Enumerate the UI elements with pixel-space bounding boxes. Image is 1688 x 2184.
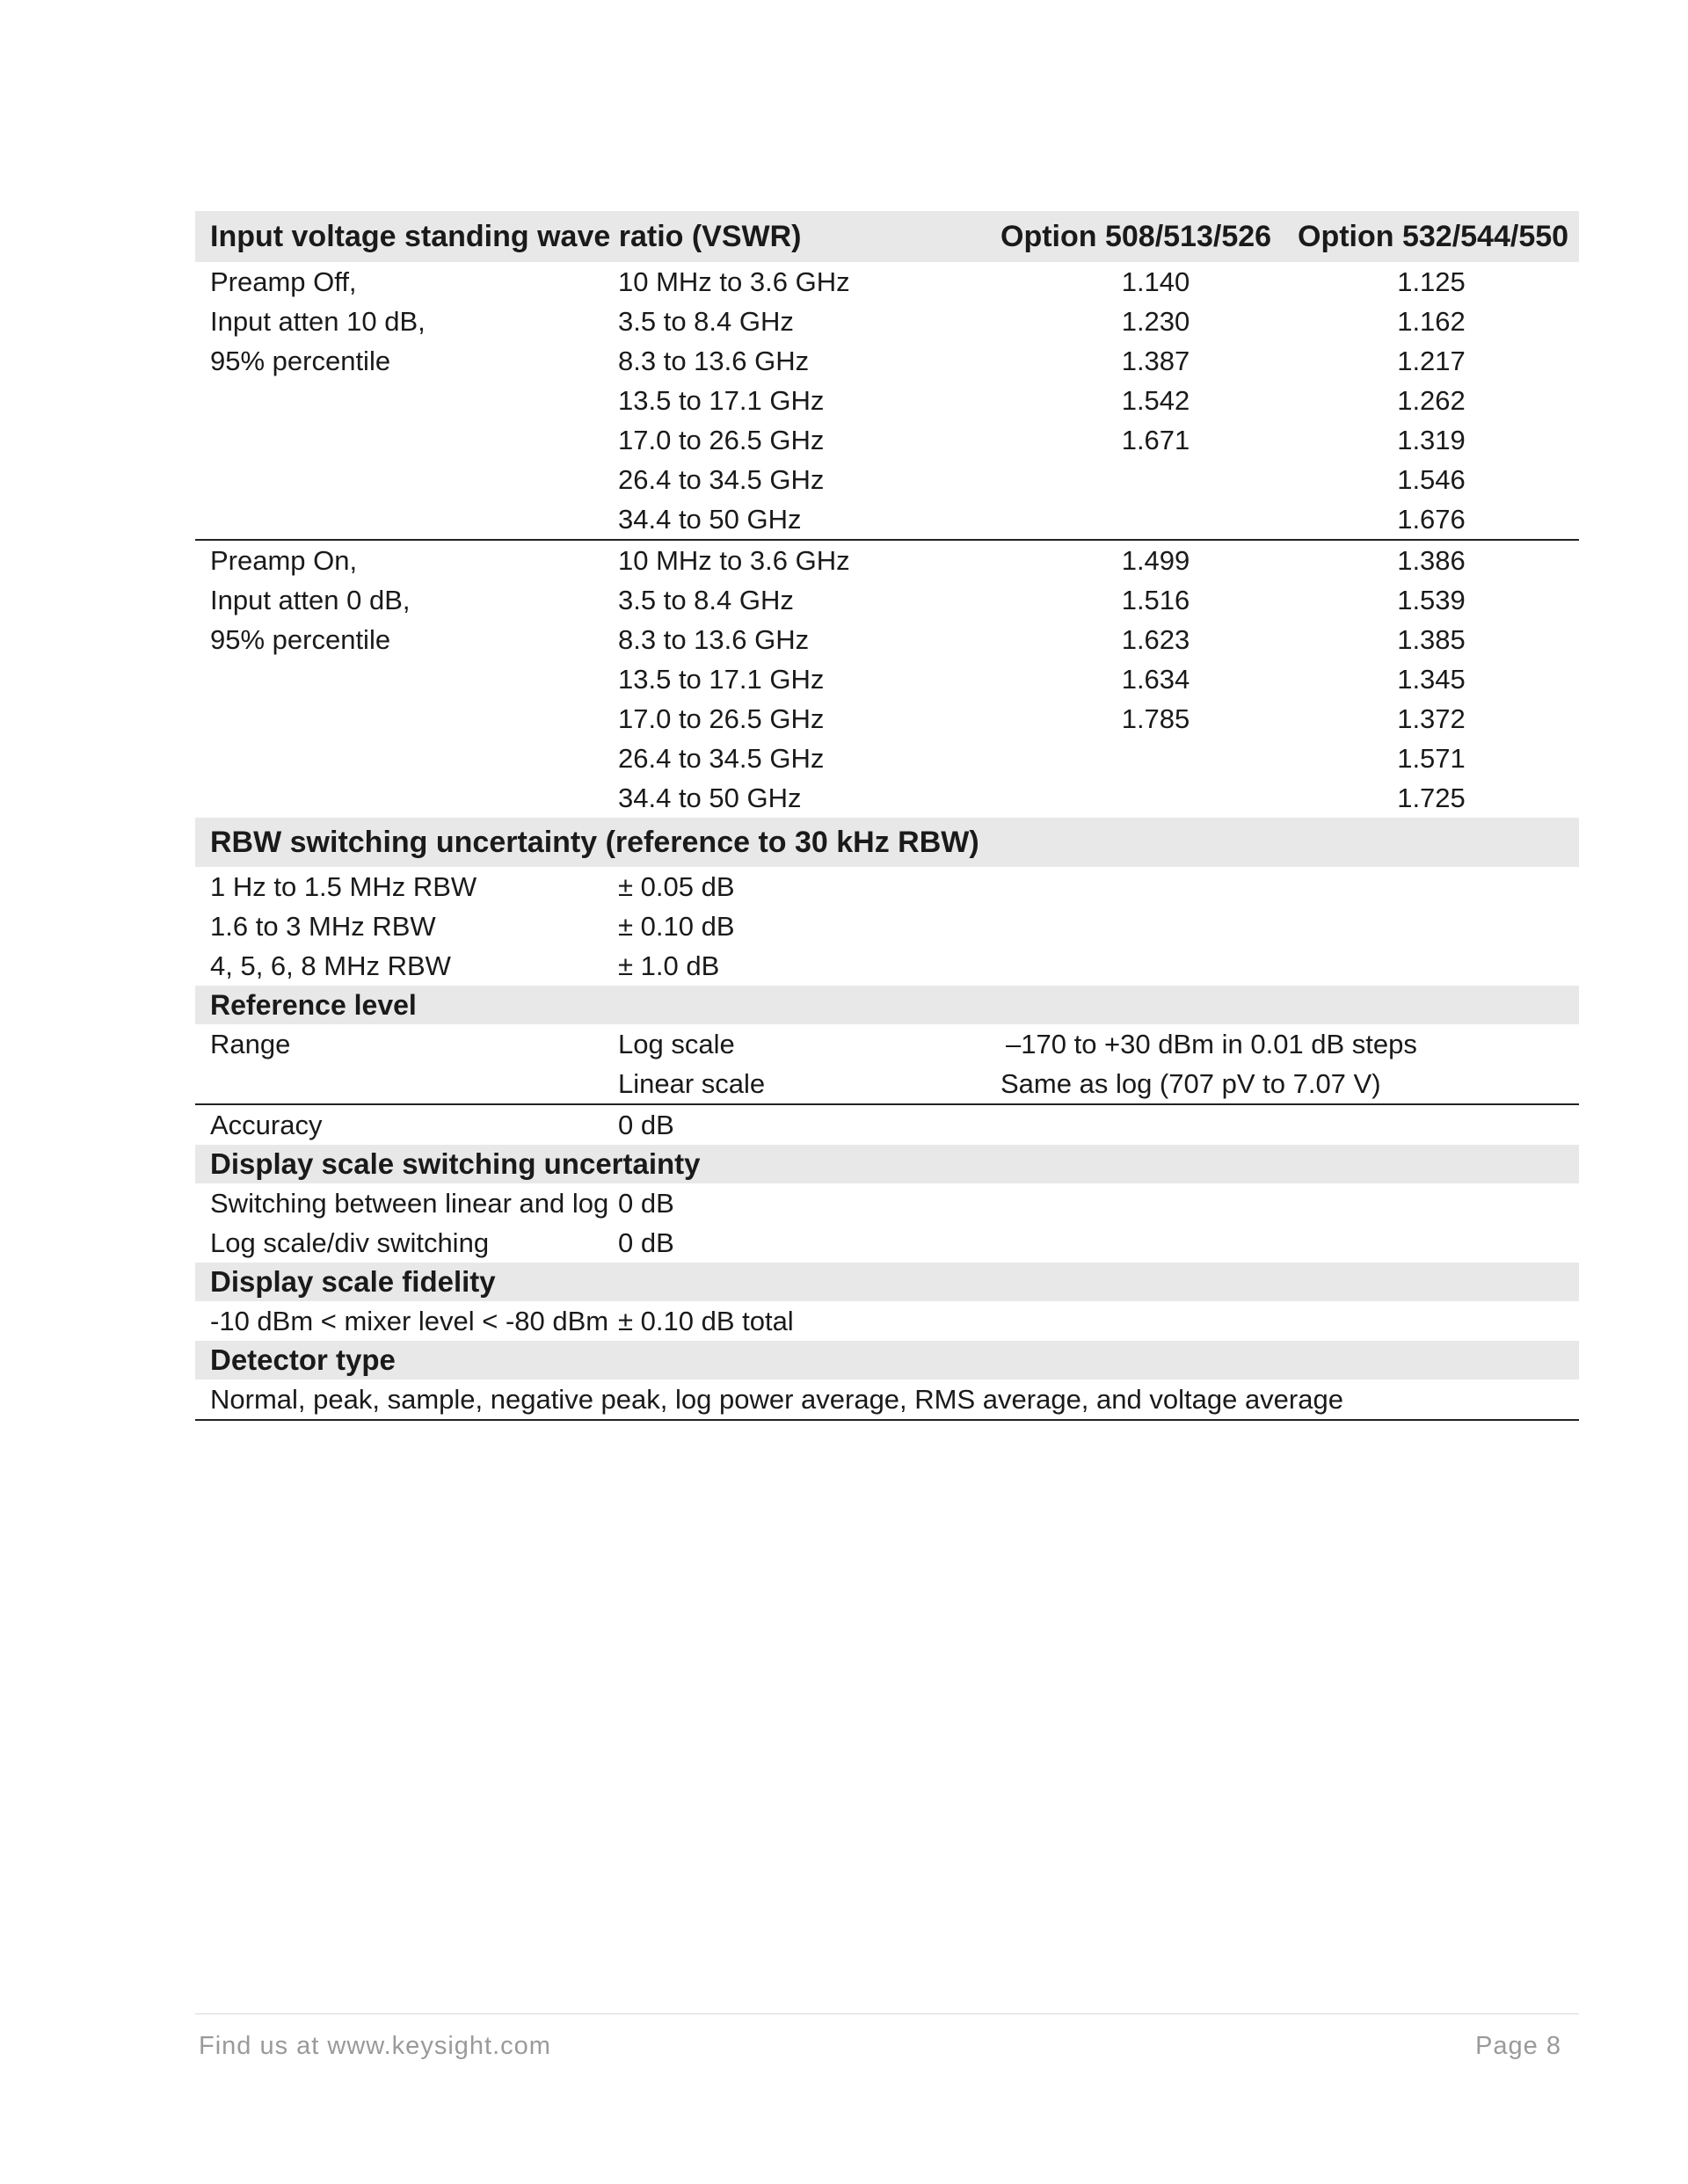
table-row — [195, 906, 1579, 946]
frequency-range: 3.5 to 8.4 GHz — [618, 306, 794, 337]
page-number: Page 8 — [1475, 2032, 1561, 2060]
vswr-value-a: 1.499 — [1121, 545, 1190, 576]
display-fidelity-value: ± 0.10 dB total — [618, 1306, 794, 1336]
condition-label: 95% percentile — [210, 346, 391, 376]
vswr-value-b: 1.385 — [1397, 624, 1466, 655]
frequency-range: 17.0 to 26.5 GHz — [618, 703, 825, 734]
frequency-range: 13.5 to 17.1 GHz — [618, 664, 825, 695]
vswr-value-b: 1.386 — [1397, 545, 1466, 576]
vswr-value-a: 1.671 — [1121, 425, 1190, 455]
table-row — [195, 1024, 1579, 1064]
frequency-range: 26.4 to 34.5 GHz — [618, 743, 825, 774]
vswr-value-a: 1.634 — [1121, 664, 1190, 695]
detector-type-title: Detector type — [210, 1343, 396, 1376]
frequency-range: 26.4 to 34.5 GHz — [618, 464, 825, 495]
vswr-value-b: 1.262 — [1397, 385, 1466, 416]
rbw-label: 1 Hz to 1.5 MHz RBW — [210, 871, 477, 902]
table-row — [195, 867, 1579, 906]
frequency-range: 13.5 to 17.1 GHz — [618, 385, 825, 416]
condition-label: Input atten 0 dB, — [210, 585, 411, 615]
condition-label: Input atten 10 dB, — [210, 306, 426, 337]
display-switch-header — [195, 1145, 1579, 1183]
linear-scale-label: Linear scale — [618, 1068, 766, 1099]
table-row — [195, 541, 1579, 580]
frequency-range: 10 MHz to 3.6 GHz — [618, 266, 850, 297]
display-fidelity-label: -10 dBm < mixer level < -80 dBm — [210, 1306, 609, 1336]
footer-website[interactable]: Find us at www.keysight.com — [199, 2032, 551, 2060]
table-row — [195, 1064, 1579, 1103]
vswr-group-preamp-on — [195, 541, 1579, 818]
table-row — [195, 420, 1579, 460]
reference-level-range — [195, 1024, 1579, 1105]
vswr-col-b-header: Option 532/544/550 — [1298, 220, 1569, 253]
vswr-value-b: 1.372 — [1397, 703, 1466, 734]
accuracy-value: 0 dB — [618, 1110, 674, 1140]
frequency-range: 10 MHz to 3.6 GHz — [618, 545, 850, 576]
linear-scale-value: Same as log (707 pV to 7.07 V) — [1000, 1068, 1381, 1099]
table-row — [195, 262, 1579, 302]
table-row — [195, 620, 1579, 659]
table-row — [195, 499, 1579, 539]
vswr-col-a-header: Option 508/513/526 — [1000, 220, 1272, 253]
reference-level-title: Reference level — [210, 989, 417, 1021]
display-switch-value: 0 dB — [618, 1188, 674, 1219]
frequency-range: 8.3 to 13.6 GHz — [618, 624, 810, 655]
table-row — [195, 1105, 1579, 1145]
vswr-value-a: 1.230 — [1121, 306, 1190, 337]
display-fidelity-header — [195, 1263, 1579, 1301]
frequency-range: 3.5 to 8.4 GHz — [618, 585, 794, 615]
vswr-value-a: 1.623 — [1121, 624, 1190, 655]
rbw-value: ± 1.0 dB — [618, 950, 720, 981]
vswr-value-b: 1.217 — [1397, 346, 1466, 376]
vswr-value-b: 1.725 — [1397, 783, 1466, 813]
table-row — [195, 580, 1579, 620]
page-footer — [195, 2013, 1579, 2060]
table-row — [195, 1183, 1579, 1223]
condition-label: Preamp Off, — [210, 266, 357, 297]
vswr-header — [195, 211, 1579, 262]
rbw-title: RBW switching uncertainty (reference to 30 kHz RBW) — [210, 826, 979, 859]
table-row — [195, 699, 1579, 739]
vswr-value-a: 1.516 — [1121, 585, 1190, 615]
vswr-value-b: 1.539 — [1397, 585, 1466, 615]
rbw-value: ± 0.10 dB — [618, 911, 735, 942]
rbw-label: 4, 5, 6, 8 MHz RBW — [210, 950, 451, 981]
vswr-value-b: 1.125 — [1397, 266, 1466, 297]
detector-type-text: Normal, peak, sample, negative peak, log power average, RMS average, and voltage average — [210, 1384, 1343, 1415]
rbw-label: 1.6 to 3 MHz RBW — [210, 911, 436, 942]
vswr-value-b: 1.162 — [1397, 306, 1466, 337]
display-switch-label: Switching between linear and log — [210, 1188, 609, 1219]
vswr-title: Input voltage standing wave ratio (VSWR) — [210, 220, 802, 253]
reference-level-header — [195, 986, 1579, 1024]
log-scale-value: –170 to +30 dBm in 0.01 dB steps — [1006, 1029, 1417, 1059]
frequency-range: 8.3 to 13.6 GHz — [618, 346, 810, 376]
table-row — [195, 659, 1579, 699]
detector-type-header — [195, 1341, 1579, 1380]
spec-table — [195, 211, 1579, 1421]
vswr-value-b: 1.571 — [1397, 743, 1466, 774]
rbw-header — [195, 818, 1579, 867]
display-switch-value: 0 dB — [618, 1227, 674, 1258]
display-switch-label: Log scale/div switching — [210, 1227, 490, 1258]
table-row — [195, 778, 1579, 818]
vswr-value-a: 1.785 — [1121, 703, 1190, 734]
table-row — [195, 302, 1579, 341]
vswr-value-a: 1.542 — [1121, 385, 1190, 416]
condition-label: 95% percentile — [210, 624, 391, 655]
table-row — [195, 1301, 1579, 1341]
log-scale-label: Log scale — [618, 1029, 735, 1059]
vswr-value-a: 1.140 — [1121, 266, 1190, 297]
vswr-value-b: 1.345 — [1397, 664, 1466, 695]
frequency-range: 17.0 to 26.5 GHz — [618, 425, 825, 455]
display-fidelity-title: Display scale fidelity — [210, 1265, 496, 1298]
table-row — [195, 381, 1579, 420]
vswr-value-b: 1.319 — [1397, 425, 1466, 455]
table-row — [195, 739, 1579, 778]
rbw-value: ± 0.05 dB — [618, 871, 735, 902]
display-switch-title: Display scale switching uncertainty — [210, 1147, 701, 1180]
vswr-group-preamp-off — [195, 262, 1579, 541]
vswr-value-b: 1.676 — [1397, 504, 1466, 535]
condition-label: Preamp On, — [210, 545, 358, 576]
accuracy-label: Accuracy — [210, 1110, 323, 1140]
vswr-value-b: 1.546 — [1397, 464, 1466, 495]
frequency-range: 34.4 to 50 GHz — [618, 504, 802, 535]
vswr-value-a: 1.387 — [1121, 346, 1190, 376]
table-row — [195, 460, 1579, 499]
range-label: Range — [210, 1029, 291, 1059]
frequency-range: 34.4 to 50 GHz — [618, 783, 802, 813]
table-row — [195, 341, 1579, 381]
table-row — [195, 946, 1579, 986]
table-row — [195, 1380, 1579, 1421]
table-row — [195, 1223, 1579, 1263]
